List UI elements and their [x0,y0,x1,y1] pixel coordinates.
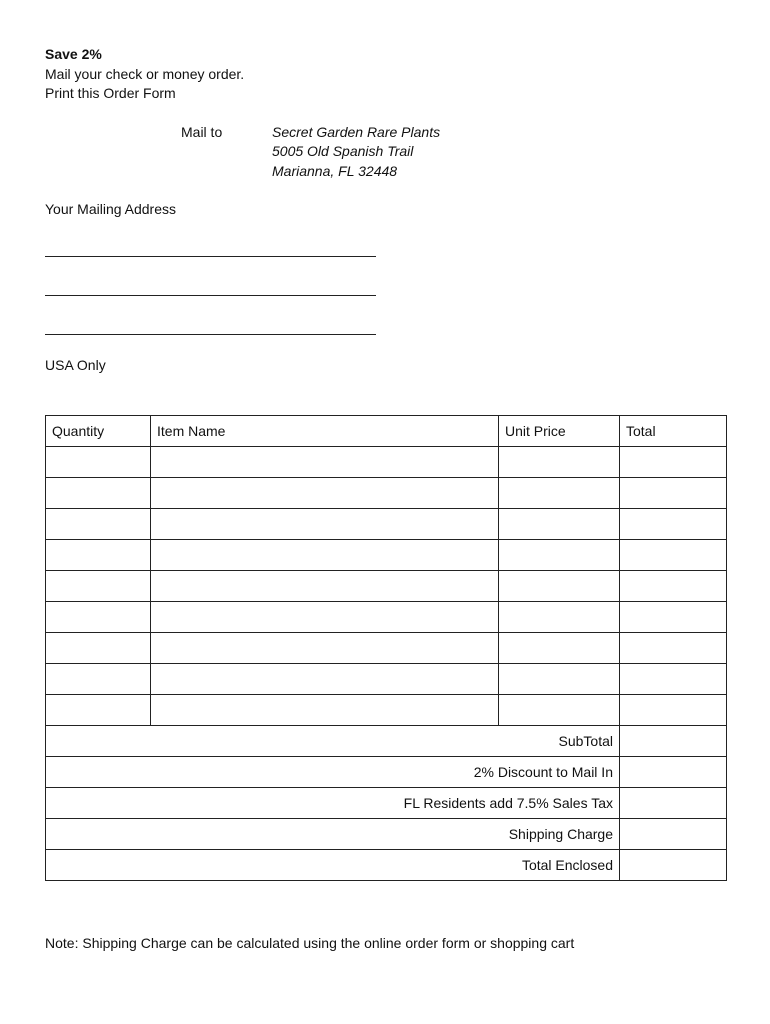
header-quantity: Quantity [46,416,151,447]
tax-label: FL Residents add 7.5% Sales Tax [46,788,620,819]
header-total: Total [620,416,727,447]
subtotal-value-cell[interactable] [620,726,727,757]
address-line-1[interactable] [45,256,376,257]
discount-value-cell[interactable] [620,757,727,788]
tax-row [46,788,727,819]
total-enclosed-row [46,850,727,881]
total-enclosed-value-cell[interactable] [620,850,727,881]
unit-price-cell[interactable] [499,695,620,726]
item-name-cell[interactable] [151,540,499,571]
header-item-name: Item Name [151,416,499,447]
quantity-cell[interactable] [46,602,151,633]
shipping-value-cell[interactable] [620,819,727,850]
unit-price-cell[interactable] [499,633,620,664]
item-name-cell[interactable] [151,478,499,509]
instruction-line-1: Mail your check or money order. [45,66,245,82]
shipping-label: Shipping Charge [46,819,620,850]
usa-only-note: USA Only [45,357,106,373]
discount-row [46,757,727,788]
quantity-cell[interactable] [46,478,151,509]
unit-price-cell[interactable] [499,664,620,695]
total-cell[interactable] [620,478,727,509]
order-table [45,415,727,881]
instruction-line-2: Print this Order Form [45,85,176,101]
table-row [46,447,727,478]
subtotal-row [46,726,727,757]
unit-price-cell[interactable] [499,478,620,509]
quantity-cell[interactable] [46,509,151,540]
table-row [46,478,727,509]
table-row [46,664,727,695]
unit-price-cell[interactable] [499,602,620,633]
discount-label: 2% Discount to Mail In [46,757,620,788]
item-name-cell[interactable] [151,447,499,478]
tax-value-cell[interactable] [620,788,727,819]
total-cell[interactable] [620,509,727,540]
table-row [46,602,727,633]
mail-to-name: Secret Garden Rare Plants [272,124,441,140]
form-title: Save 2% [45,46,102,62]
item-name-cell[interactable] [151,602,499,633]
address-line-3[interactable] [45,334,376,335]
subtotal-label: SubTotal [46,726,620,757]
address-line-2[interactable] [45,295,376,296]
mail-to-city: Marianna, FL 32448 [272,163,398,179]
unit-price-cell[interactable] [499,540,620,571]
total-cell[interactable] [620,540,727,571]
quantity-cell[interactable] [46,540,151,571]
item-name-cell[interactable] [151,633,499,664]
quantity-cell[interactable] [46,695,151,726]
total-cell[interactable] [620,664,727,695]
total-enclosed-label: Total Enclosed [46,850,620,881]
total-cell[interactable] [620,602,727,633]
header-unit-price: Unit Price [499,416,620,447]
mail-to-label: Mail to [181,124,223,140]
quantity-cell[interactable] [46,633,151,664]
table-row [46,571,727,602]
table-row [46,695,727,726]
quantity-cell[interactable] [46,664,151,695]
unit-price-cell[interactable] [499,571,620,602]
item-name-cell[interactable] [151,509,499,540]
mail-to-street: 5005 Old Spanish Trail [272,143,414,159]
shipping-row [46,819,727,850]
item-name-cell[interactable] [151,571,499,602]
total-cell[interactable] [620,633,727,664]
total-cell[interactable] [620,447,727,478]
mailing-address-label: Your Mailing Address [45,201,177,217]
quantity-cell[interactable] [46,571,151,602]
table-row [46,540,727,571]
total-cell[interactable] [620,571,727,602]
table-row [46,633,727,664]
total-cell[interactable] [620,695,727,726]
unit-price-cell[interactable] [499,447,620,478]
item-name-cell[interactable] [151,695,499,726]
item-name-cell[interactable] [151,664,499,695]
quantity-cell[interactable] [46,447,151,478]
shipping-note: Note: Shipping Charge can be calculated using the online order form or shopping cart [45,935,575,951]
unit-price-cell[interactable] [499,509,620,540]
table-header-row [46,416,727,447]
table-row [46,509,727,540]
